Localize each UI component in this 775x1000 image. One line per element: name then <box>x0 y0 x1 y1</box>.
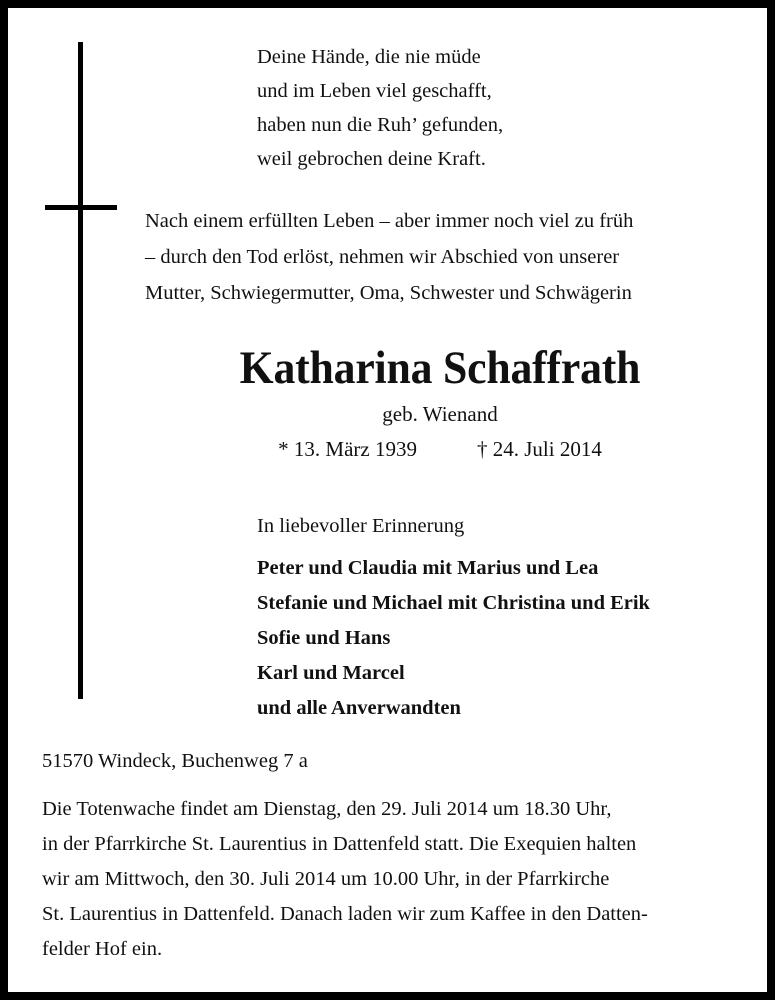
deceased-name: Katharina Schaffrath <box>239 342 641 394</box>
funeral-arrangements <box>42 792 732 967</box>
arrangements-line: wir am Mittwoch, den 30. Juli 2014 um 10.00 Uhr, in der Pfarrkirche <box>42 868 610 890</box>
arrangements-line: felder Hof ein. <box>42 938 163 960</box>
survivors-list <box>257 551 727 726</box>
deceased-dates <box>130 433 750 465</box>
survivor-line: Stefanie und Michael mit Christina und Erik <box>257 592 650 614</box>
intro-line: Mutter, Schwiegermutter, Oma, Schwester und Schwägerin <box>145 282 632 304</box>
poem-line: Deine Hände, die nie müde <box>257 46 481 68</box>
survivor-line: Peter und Claudia mit Marius und Lea <box>257 557 599 579</box>
birth-date: * 13. März 1939 <box>278 437 417 461</box>
deceased-maiden-name: geb. Wienand <box>382 402 498 426</box>
intro-paragraph <box>145 203 725 311</box>
deceased-name-block <box>130 340 750 465</box>
arrangements-line: in der Pfarrkirche St. Laurentius in Dattenfeld statt. Die Exequien halten <box>42 833 637 855</box>
death-date: † 24. Juli 2014 <box>476 437 602 461</box>
poem-line: und im Leben viel geschafft, <box>257 80 492 102</box>
in-memory-label: In liebevoller Erinnerung <box>257 515 465 537</box>
survivor-line: Sofie und Hans <box>257 627 391 649</box>
poem-line: weil gebrochen deine Kraft. <box>257 148 486 170</box>
arrangements-line: St. Laurentius in Dattenfeld. Danach laden wir zum Kaffee in den Datten- <box>42 903 648 925</box>
family-address: 51570 Windeck, Buchenweg 7 a <box>42 750 308 772</box>
survivor-line: und alle Anverwandten <box>257 697 461 719</box>
arrangements-line: Die Totenwache findet am Dienstag, den 29. Juli 2014 um 18.30 Uhr, <box>42 798 612 820</box>
survivor-line: Karl und Marcel <box>257 662 405 684</box>
intro-line: Nach einem erfüllten Leben – aber immer noch viel zu früh <box>145 210 634 232</box>
memorial-poem <box>257 40 717 176</box>
intro-line: – durch den Tod erlöst, nehmen wir Abschied von unserer <box>145 246 620 268</box>
poem-line: haben nun die Ruh’ gefunden, <box>257 114 504 136</box>
